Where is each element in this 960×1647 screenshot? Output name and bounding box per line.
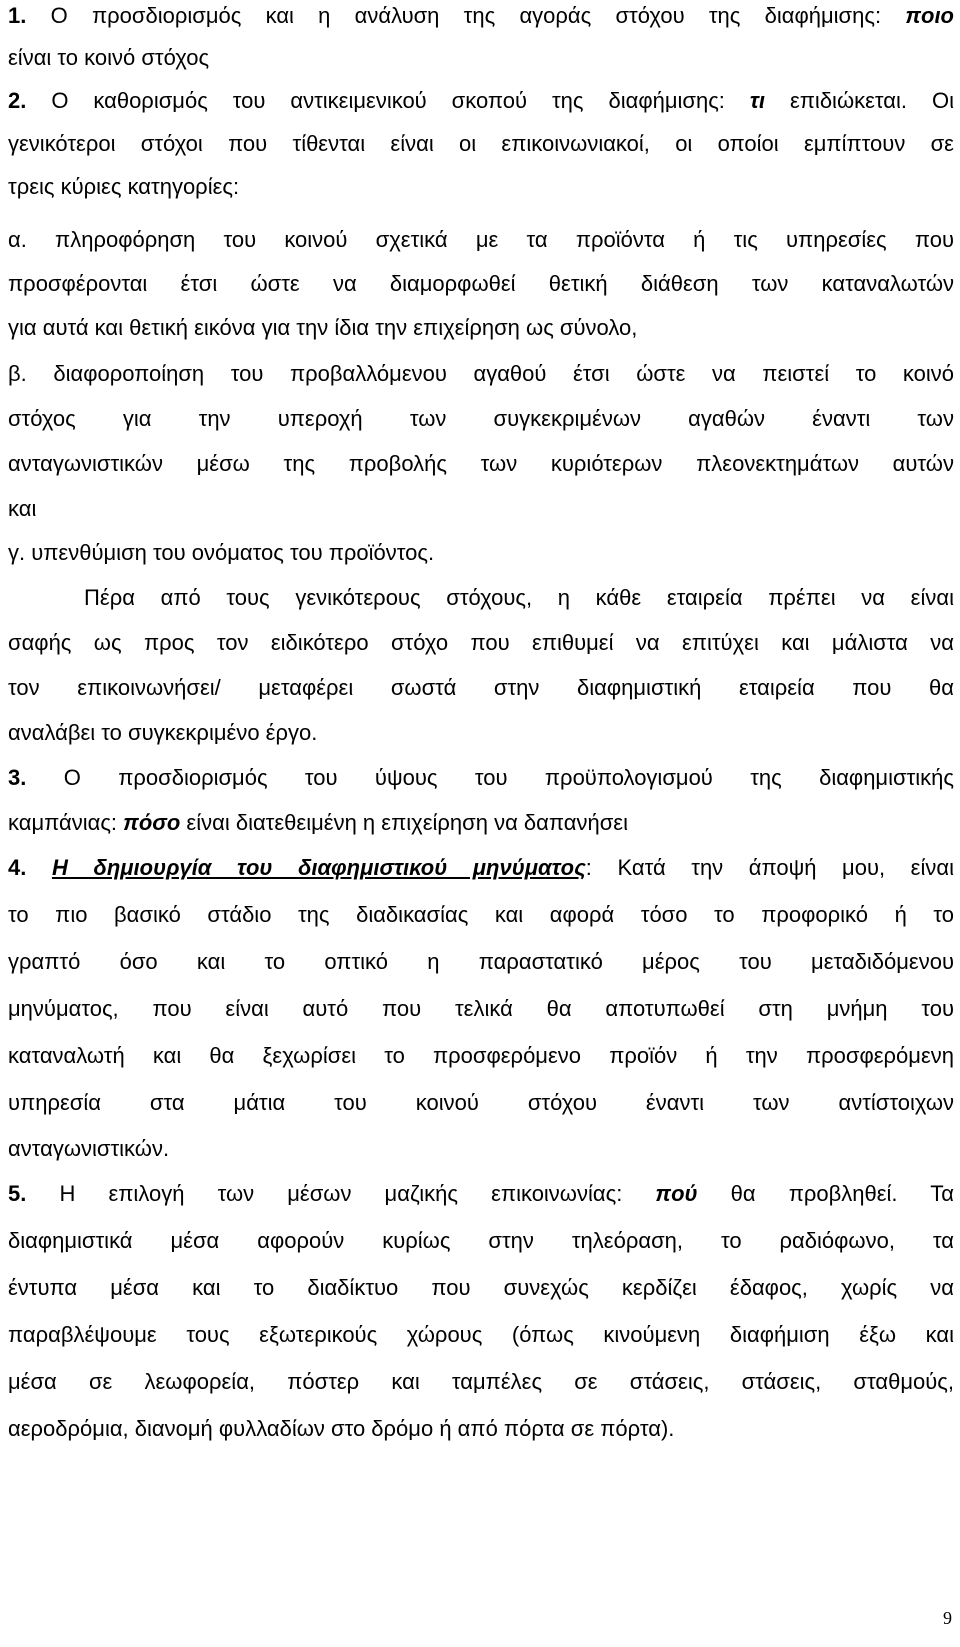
- section-3-text-b: είναι διατεθειμένη η επιχείρηση να δαπανήσει: [180, 810, 628, 835]
- section-5-line-6: αεροδρόμια, διανομή φυλλαδίων στο δρόμο ή από πόρτα σε πόρτα).: [8, 1416, 675, 1441]
- item-a-line-3: για αυτά και θετική εικόνα για την ίδια την επιχείρηση ως σύνολο,: [8, 315, 638, 340]
- section-5-emphasis: πού: [655, 1181, 698, 1206]
- section-1-emphasis: ποιο: [905, 3, 954, 28]
- section-5-line-5: μέσα σε λεωφορεία, πόστερ και ταμπέλες σε στάσεις, στάσεις, σταθμούς,: [8, 1369, 954, 1394]
- item-c-line: γ. υπενθύμιση του ονόματος του προϊόντος.: [8, 540, 435, 565]
- section-5-line-4: παραβλέψουμε τους εξωτερικούς χώρους (όπως κινούμενη διαφήμιση έξω και: [8, 1322, 954, 1347]
- section-2-line-1: [8, 88, 954, 114]
- section-2-text-b: επιδιώκεται. Οι: [764, 88, 954, 113]
- section-4-text: : Κατά την άποψή μου, είναι: [585, 855, 954, 880]
- paragraph-line-2: σαφής ως προς τον ειδικότερο στόχο που επιθυμεί να επιτύχει και μάλιστα να: [8, 630, 954, 655]
- section-2-line-2: γενικότεροι στόχοι που τίθενται είναι οι επικοινωνιακοί, οι οποίοι εμπίπτουν σε: [8, 131, 954, 156]
- section-1-number: 1.: [8, 3, 27, 28]
- section-3-line-2: [8, 810, 954, 836]
- paragraph-line-3: τον επικοινωνήσει/ μεταφέρει σωστά στην διαφημιστική εταιρεία που θα: [8, 675, 954, 700]
- section-4-title: Η δημιουργία του διαφημιστικού μηνύματος: [51, 855, 586, 880]
- page-number: 9: [943, 1608, 952, 1628]
- section-3-number: 3.: [8, 765, 27, 790]
- item-b-line-3: ανταγωνιστικών μέσω της προβολής των κυριότερων πλεονεκτημάτων αυτών: [8, 451, 954, 476]
- section-4-line-4: μηνύματος, που είναι αυτό που τελικά θα αποτυπωθεί στη μνήμη του: [8, 996, 954, 1021]
- section-5-line-1: [8, 1181, 954, 1207]
- section-3-emphasis: πόσο: [123, 810, 181, 835]
- section-2-number: 2.: [8, 88, 27, 113]
- section-2-text-a: Ο καθορισμός του αντικειμενικού σκοπού της διαφήμισης:: [26, 88, 750, 113]
- section-3-line-1: [8, 765, 954, 791]
- section-4-line-3: γραπτό όσο και το οπτικό η παραστατικό μέρος του μεταδιδόμενου: [8, 949, 954, 974]
- section-1-text: Ο προσδιορισμός και η ανάλυση της αγοράς στόχου της διαφήμισης:: [26, 3, 906, 28]
- section-3-text: Ο προσδιορισμός του ύψους του προϋπολογισμού της διαφημιστικής: [26, 765, 954, 790]
- paragraph-line-1: Πέρα από τους γενικότερους στόχους, η κάθε εταιρεία πρέπει να είναι: [84, 585, 954, 610]
- section-5-line-3: έντυπα μέσα και το διαδίκτυο που συνεχώς κερδίζει έδαφος, χωρίς να: [8, 1275, 954, 1300]
- item-a-line-1: α. πληροφόρηση του κοινού σχετικά με τα προϊόντα ή τις υπηρεσίες που: [8, 227, 954, 252]
- section-5-number: 5.: [8, 1181, 27, 1206]
- section-1-line-2: είναι το κοινό στόχος: [8, 45, 210, 70]
- section-1-line-1: [8, 3, 954, 29]
- section-5-text-b: θα προβληθεί. Τα: [697, 1181, 954, 1206]
- section-4-line-5: καταναλωτή και θα ξεχωρίσει το προσφερόμενο προϊόν ή την προσφερόμενη: [8, 1043, 954, 1068]
- section-5-text-a: Η επιλογή των μέσων μαζικής επικοινωνίας:: [26, 1181, 656, 1206]
- item-b-line-1: β. διαφοροποίηση του προβαλλόμενου αγαθού έτσι ώστε να πειστεί το κοινό: [8, 361, 954, 386]
- section-4-line-2: το πιο βασικό στάδιο της διαδικασίας και αφορά τόσο το προφορικό ή το: [8, 902, 954, 927]
- section-2-line-3: τρεις κύριες κατηγορίες:: [8, 174, 240, 199]
- paragraph-line-4: αναλάβει το συγκεκριμένο έργο.: [8, 720, 318, 745]
- section-4-line-6: υπηρεσία στα μάτια του κοινού στόχου έναντι των αντίστοιχων: [8, 1090, 954, 1115]
- section-5-line-2: διαφημιστικά μέσα αφορούν κυρίως στην τηλεόραση, το ραδιόφωνο, τα: [8, 1228, 954, 1253]
- item-a-line-2: προσφέρονται έτσι ώστε να διαμορφωθεί θετική διάθεση των καταναλωτών: [8, 271, 954, 296]
- section-3-text-a: καμπάνιας:: [8, 810, 124, 835]
- section-4-line-1: [8, 855, 954, 881]
- section-4-number: 4.: [8, 855, 27, 880]
- item-b-line-4: και: [8, 496, 37, 521]
- item-b-line-2: στόχος για την υπεροχή των συγκεκριμένων αγαθών έναντι των: [8, 406, 954, 431]
- section-4-line-7: ανταγωνιστικών.: [8, 1136, 170, 1161]
- section-2-emphasis: τι: [749, 88, 765, 113]
